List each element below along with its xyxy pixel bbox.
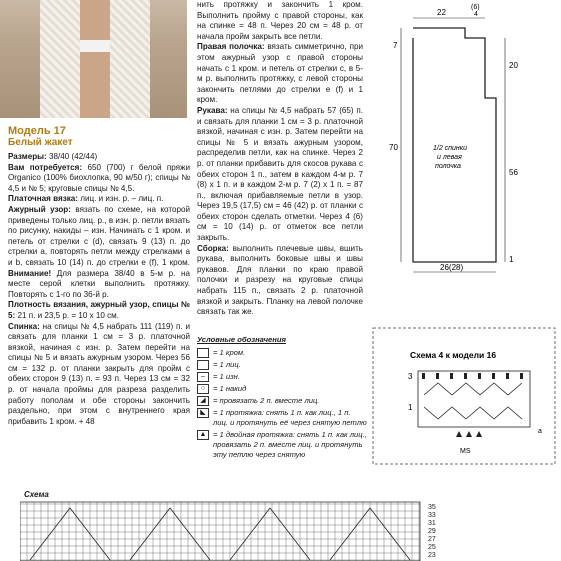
legend-item: – = 1 изн.	[197, 372, 367, 382]
k2tog-icon: ◢	[197, 396, 209, 406]
density: Плотность вязания, ажурный узор, спицы № 5: 21 п. и 23,5 р. = 10 х 10 см.	[8, 300, 190, 320]
assembly: Сборка: выполнить плечевые швы, вшить рукава, выполнить боковые швы и швы рукавов. Для планки по краю правой полочки и разрезу на круговые спицы набрать 115 п., связать 2 р. платочной вязкой и закрыть. Планку на левой полочке связать так же.	[197, 243, 363, 317]
chart-row-33: 33	[428, 512, 436, 519]
ssk-icon: ◣	[197, 408, 209, 418]
garment-pattern-diagram	[385, 0, 555, 280]
legend-item: ▲ = 1 двойная протяжка: снять 1 п. как лиц., провязать 2 п. вместе лиц. и протянуть эту петлю через снятую	[197, 430, 367, 460]
legend	[197, 335, 367, 462]
dim-shoulder-2: 4	[474, 11, 478, 18]
body-image	[80, 0, 110, 118]
dim-lower-height: 56	[509, 168, 518, 177]
purl-stitch-icon: –	[197, 372, 209, 382]
dim-shoulder: (6)	[471, 4, 480, 11]
model-photo	[0, 0, 187, 118]
knitting-chart	[20, 490, 450, 561]
sleeves: Рукава: на спицы № 4,5 набрать 57 (65) п. и связать для планки 1 см = 3 р. платочной вязкой, начиная с изн. р. Затем перейти на спицы № 5 и вязать ажурным узором, распределив петли, как на спинке. Через 2 р. от планки прибавить для скосов рукава с обеих сторон 1 п., затем в каждом 4-м р. 7 (8) х 1 п. и в каждом 2-м р. 7 (2) х 1 п. = 87 п., включая прибавляемые петли в узор. Через 19,5 (17,5) см = 46 (42) р. от планки с обеих сторон сделать отметки. Через 4 (6) см = 10 (14) р. от отметок все петли закрыть.	[197, 105, 363, 243]
text-column-left	[8, 125, 190, 427]
chart-row-29: 29	[428, 528, 436, 535]
text-column-middle	[197, 0, 363, 318]
scheme-4-diagram	[372, 327, 557, 467]
model-title: Модель 17	[8, 125, 66, 137]
legend-item: ○ = 1 накид	[197, 384, 367, 394]
legend-item: ◢ = провязать 2 п. вместе лиц.	[197, 396, 367, 406]
dim-armhole: 20	[509, 61, 518, 70]
scheme-4-ms: MS	[460, 448, 471, 455]
dim-neck-height: 7	[393, 41, 398, 50]
ajour-pattern: Ажурный узор: вязать по схеме, на которой приведены только лиц. р., в изн. р. петли вязать по рисунку, накиды – изн. Начинать с 1 кром. и петель от стрелки с (d), связать 9 (13) п. до стрелки a, повторять петли между стрелками a и b, связать 10 (14) п. до стрелки e (f), 1 кром. Внимание! Для размера 38/40 в 5-м р. на месте серой клетки выполнить протяжку. Повторять с 1-го по 36-й р.	[8, 204, 190, 299]
scheme-4-row-1: 1	[408, 403, 413, 412]
chart-row-25: 25	[428, 544, 436, 551]
piece-label-2: и левая	[437, 154, 462, 161]
scheme-4-title: Схема 4 к модели 16	[410, 350, 497, 360]
chart-row-35: 35	[428, 504, 436, 511]
chart-row-23: 23	[428, 552, 436, 559]
back-instructions: Спинка: на спицы № 4,5 набрать 111 (119) п. и связать для планки 1 см = 3 р. платочной вязкой, начиная с изн. р. Затем перейти на спицы № 5 и вязать ажурным узором. Через 56 см = 132 р. от планки закрыть для пройм с обеих сторон 9 (13) п. = 93 п. Через 13 см = 32 р. от начала проймы для разреза разделить работу пополам и обе стороны закончить раздельно, при этом с внутреннего края прибавить 1 кром. + 48	[8, 321, 190, 426]
dim-total-height: 70	[389, 143, 398, 152]
edge-stitch-icon	[197, 348, 209, 358]
knit-stitch-icon	[197, 360, 209, 370]
scheme-4-a: a	[538, 428, 542, 435]
yarn-over-icon: ○	[197, 384, 209, 394]
scheme-4-row-3: 3	[408, 372, 413, 381]
double-decrease-icon: ▲	[197, 430, 209, 440]
legend-item: = 1 кром.	[197, 348, 367, 358]
model-subtitle: Белый жакет	[8, 137, 73, 148]
piece-label-3: полочка	[435, 163, 461, 170]
top-image	[80, 40, 110, 52]
chart-row-27: 27	[428, 536, 436, 543]
piece-label-1: 1/2 спинки	[433, 145, 467, 152]
legend-item: ◣ = 1 протяжка: снять 1 п. как лиц., 1 п. лиц. и протянуть её через снятую петлю	[197, 408, 367, 428]
plank-stitch: Платочная вязка: лиц. и изн. р. – лиц. п.	[8, 194, 164, 204]
materials: Вам потребуется: 650 (700) г белой пряжи Organico (100% биохлопка, 90 м/50 г); спицы № 4,5 и № 5; круговые спицы № 4,5.	[8, 162, 190, 193]
legend-item: = 1 лиц.	[197, 360, 367, 370]
dim-top-width: 22	[437, 8, 446, 17]
sizes: Размеры: 38/40 (42/44)	[8, 152, 98, 161]
legend-title: Условные обозначения	[197, 335, 286, 344]
chart-row-31: 31	[428, 520, 436, 527]
back-continued: нить протяжку и закончить 1 кром. Выполнить пройму с правой стороны, как на спинке = 48 п. Через 20 см = 48 р. от начала пройм закрыть все петли.	[197, 0, 363, 41]
right-front: Правая полочка: вязать симметрично, при этом ажурный узор с правой стороны начать с 1 кром. и петель от стрелки c, в 5-м р. выполнить протяжку, с левой стороны закончить петлями до стрелки e (f) и 1 кром.	[197, 42, 364, 105]
scheme-title: Схема	[24, 490, 49, 499]
dim-band: 1	[509, 255, 514, 264]
dim-bottom-width: 26(28)	[440, 263, 464, 272]
